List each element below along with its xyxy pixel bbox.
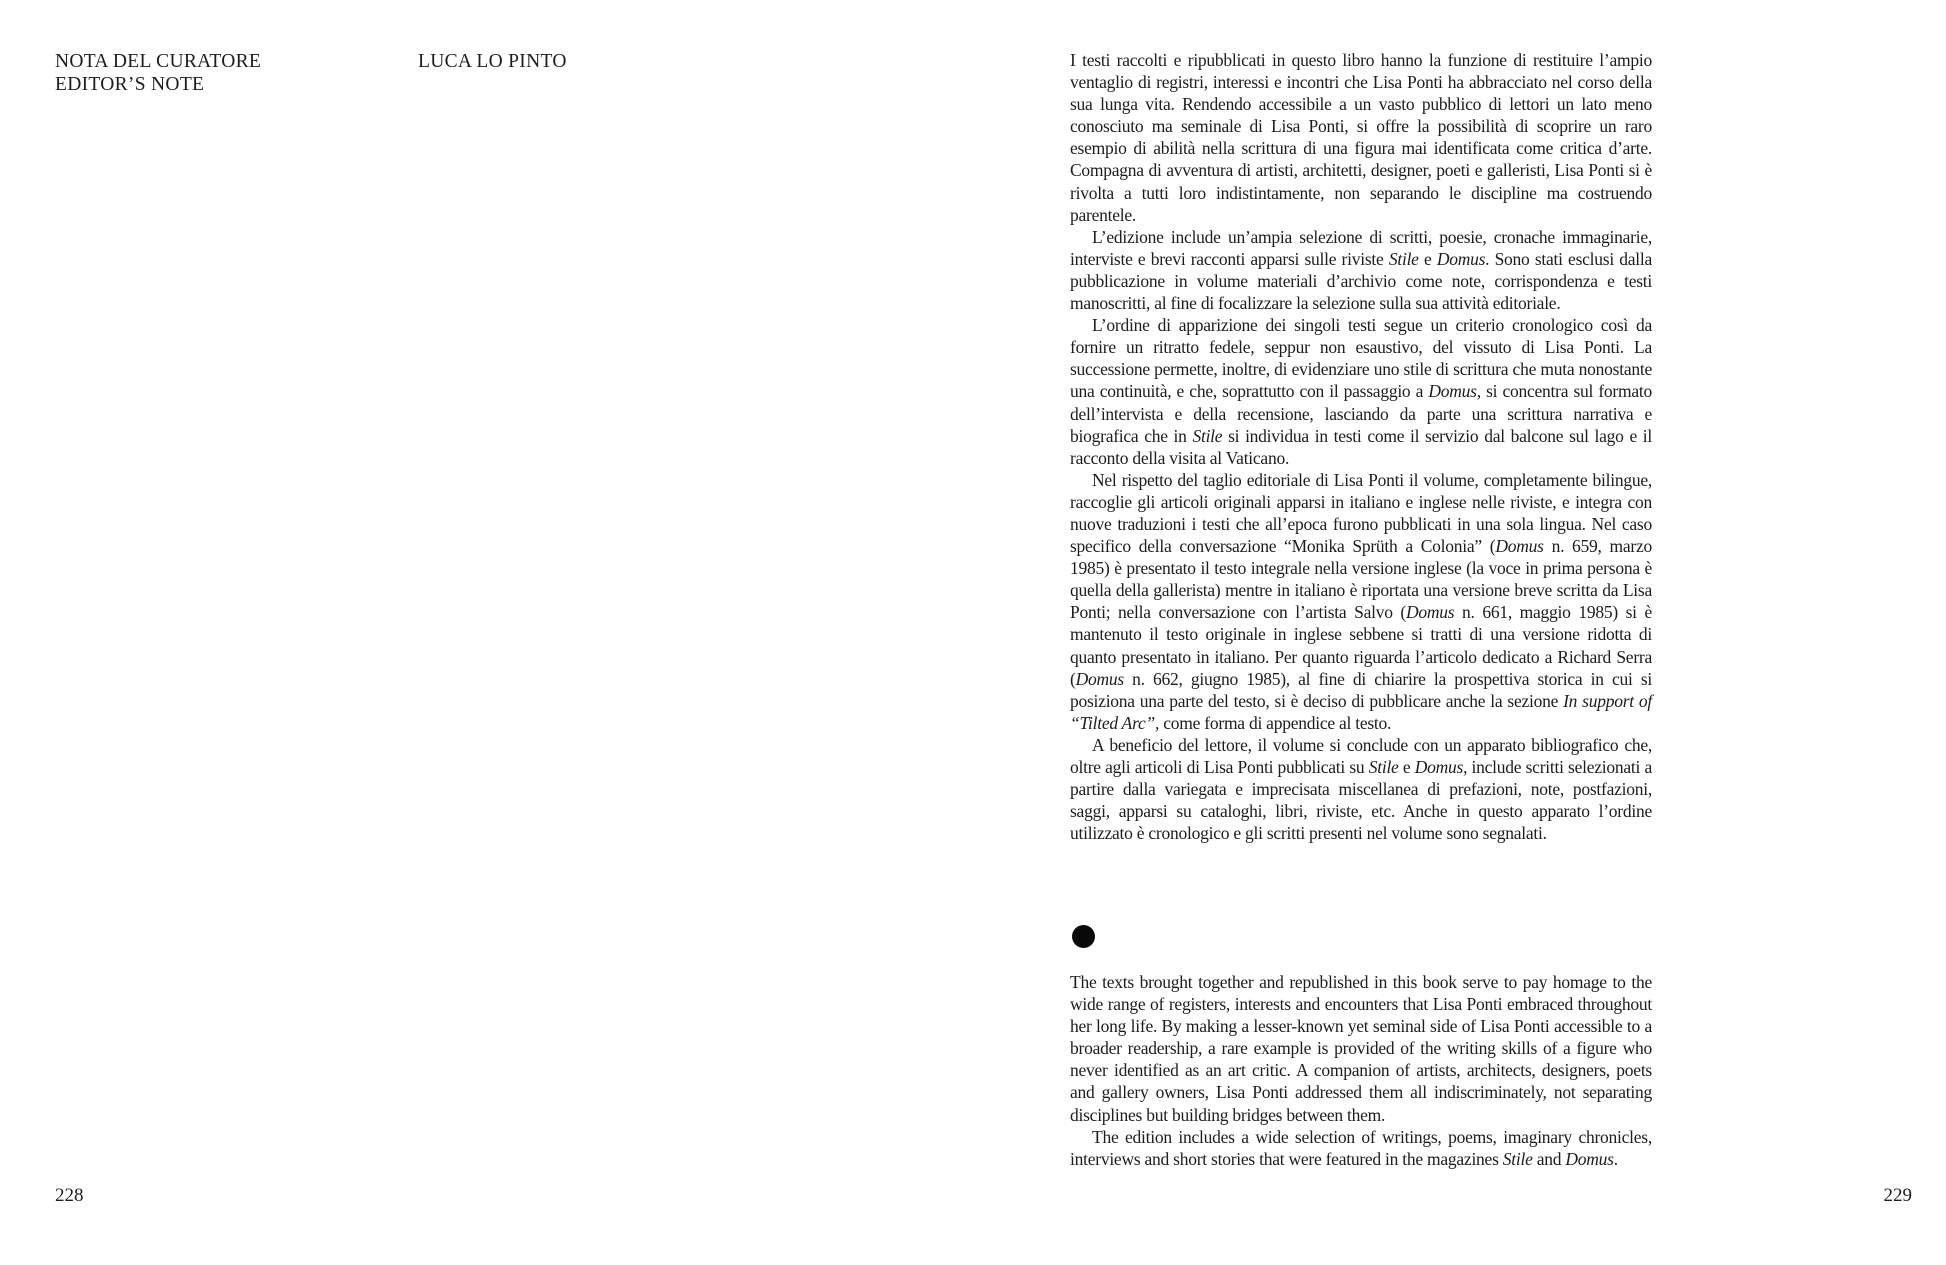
paragraph — [1070, 226, 1652, 314]
text-run: A beneficio del lettore, il volume si conclude con un apparato bibliografico che, oltre agli articoli di Lisa Ponti pubblicati su — [1070, 734, 1652, 777]
section-divider-dot-icon — [1072, 925, 1095, 948]
text-run: si individua in testi come il servizio dal balcone sul lago e il racconto della visita al Vaticano. — [1070, 425, 1653, 468]
italic-text-run: Domus — [1495, 536, 1544, 557]
chapter-title-english: EDITOR’S NOTE — [55, 74, 205, 95]
text-run: , include scritti selezionati a partire dalla variegata e imprecisata miscellanea di prefazioni, note, postfazioni, saggi, apparsi su cataloghi, libri, riviste, etc. Anche in questo apparato l’ordine utilizzato è cronologico e gli scritti presenti nel volume sono segnalati. — [1070, 757, 1652, 844]
paragraph — [1070, 971, 1652, 1126]
italic-text-run: Stile — [1388, 248, 1419, 269]
chapter-heading — [55, 50, 261, 96]
text-run: come forma di appendice al testo. — [1159, 712, 1392, 733]
chapter-title-italian: NOTA DEL CURATORE — [55, 51, 262, 72]
paragraph — [1070, 734, 1652, 844]
text-run: L’edizione include un’ampia selezione di scritti, poesie, cronache immaginarie, interviste e brevi racconti apparsi sulle riviste — [1070, 226, 1652, 269]
italic-text-run: Domus — [1565, 1148, 1614, 1169]
paragraph — [1070, 314, 1652, 469]
text-run: n. 659, marzo 1985) è presentato il testo integrale nella versione inglese (la voce in prima persona è quella della gallerista) mentre in italiano è riportata una versione breve scritta da Lisa Ponti; nella conversazione con l’artista Salvo ( — [1070, 536, 1652, 623]
text-run: n. 661, maggio 1985) si è mantenuto il testo originale in inglese sebbene si tratti di una versione ridotta di quanto presentato in italiano. Per quanto riguarda l’articolo dedicato a Richard Serra ( — [1070, 602, 1652, 689]
text-run: . Sono stati esclusi dalla pubblicazione in volume materiali d’archivio come note, corrispondenza e testi manoscritti, al fine di focalizzare la selezione sulla sua attività editoriale. — [1070, 248, 1652, 314]
italian-text-block — [1070, 49, 1652, 844]
text-run: . — [1613, 1148, 1618, 1169]
text-run: The texts brought together and republished in this book serve to pay homage to the wide range of registers, interests and encounters that Lisa Ponti embraced throughout her long life. By making a lesser-known yet seminal side of Lisa Ponti accessible to a broader readership, a rare example is provided of the writing skills of a figure who never identified as an art critic. A companion of artists, architects, designers, poets and gallery owners, Lisa Ponti addressed them all indiscriminately, not separating disciplines but building bridges between them. — [1070, 972, 1652, 1125]
italic-text-run: Stile — [1192, 425, 1223, 446]
page-number-left: 228 — [55, 1185, 84, 1206]
paragraph — [1070, 49, 1652, 226]
text-run: The edition includes a wide selection of writings, poems, imaginary chronicles, interviews and short stories that were featured in the magazines — [1070, 1126, 1652, 1169]
text-run: L’ordine di apparizione dei singoli testi segue un criterio cronologico così da fornire un ritratto fedele, seppur non esaustivo, del vissuto di Lisa Ponti. La successione permette, inoltre, di evidenziare uno stile di scrittura che muta nonostante una continuità, e che, soprattutto con il passaggio a — [1070, 315, 1652, 402]
page-number-right: 229 — [1883, 1185, 1912, 1206]
text-run: , si concentra sul formato dell’intervista e della recensione, lasciando da parte una scrittura narrativa e biografica che in — [1070, 381, 1652, 446]
paragraph — [1070, 1126, 1652, 1170]
english-text-block — [1070, 971, 1652, 1170]
italic-text-run: Domus — [1405, 602, 1455, 623]
text-run: n. 662, giugno 1985), al fine di chiarire la prospettiva storica in cui si posiziona una parte del testo, si è deciso di pubblicare anche la sezione — [1070, 668, 1652, 711]
author-name: LUCA LO PINTO — [418, 51, 567, 72]
italic-text-run: Domus — [1436, 248, 1486, 269]
italic-text-run: Stile — [1502, 1148, 1533, 1169]
italic-text-run: In support of “Tilted Arc”, — [1070, 690, 1652, 733]
text-run: Nel rispetto del taglio editoriale di Lisa Ponti il volume, completamente bilingue, raccoglie gli articoli originali apparsi in italiano e inglese nelle riviste, e integra con nuove traduzioni i testi che all’epoca furono pubblicati in una sola lingua. Nel caso specifico della conversazione “Monika Sprüth a Colonia” ( — [1070, 469, 1652, 557]
italic-text-run: Domus — [1414, 757, 1464, 777]
paragraph — [1070, 469, 1652, 734]
text-run: e — [1418, 248, 1437, 269]
text-run: e — [1398, 757, 1415, 777]
text-run: I testi raccolti e ripubblicati in questo libro hanno la funzione di restituire l’ampio ventaglio di registri, interessi e incontri che Lisa Ponti ha abbracciato nel corso della sua lunga vita. Rendendo accessibile a un vasto pubblico di lettori un lato meno conosciuto ma seminale di Lisa Ponti, si offre la possibilità di scoprire un raro esempio di abilità nella scrittura di una figura mai identificata come critica d’arte. Compagna di avventura di artisti, architetti, designer, poeti e galleristi, Lisa Ponti si è rivolta a tutti loro indistintamente, non separando le discipline ma costruendo parentele. — [1070, 50, 1652, 225]
italic-text-run: Domus — [1428, 381, 1477, 402]
italic-text-run: Domus — [1075, 668, 1124, 689]
italic-text-run: Stile — [1368, 757, 1399, 777]
text-run: and — [1532, 1148, 1566, 1169]
